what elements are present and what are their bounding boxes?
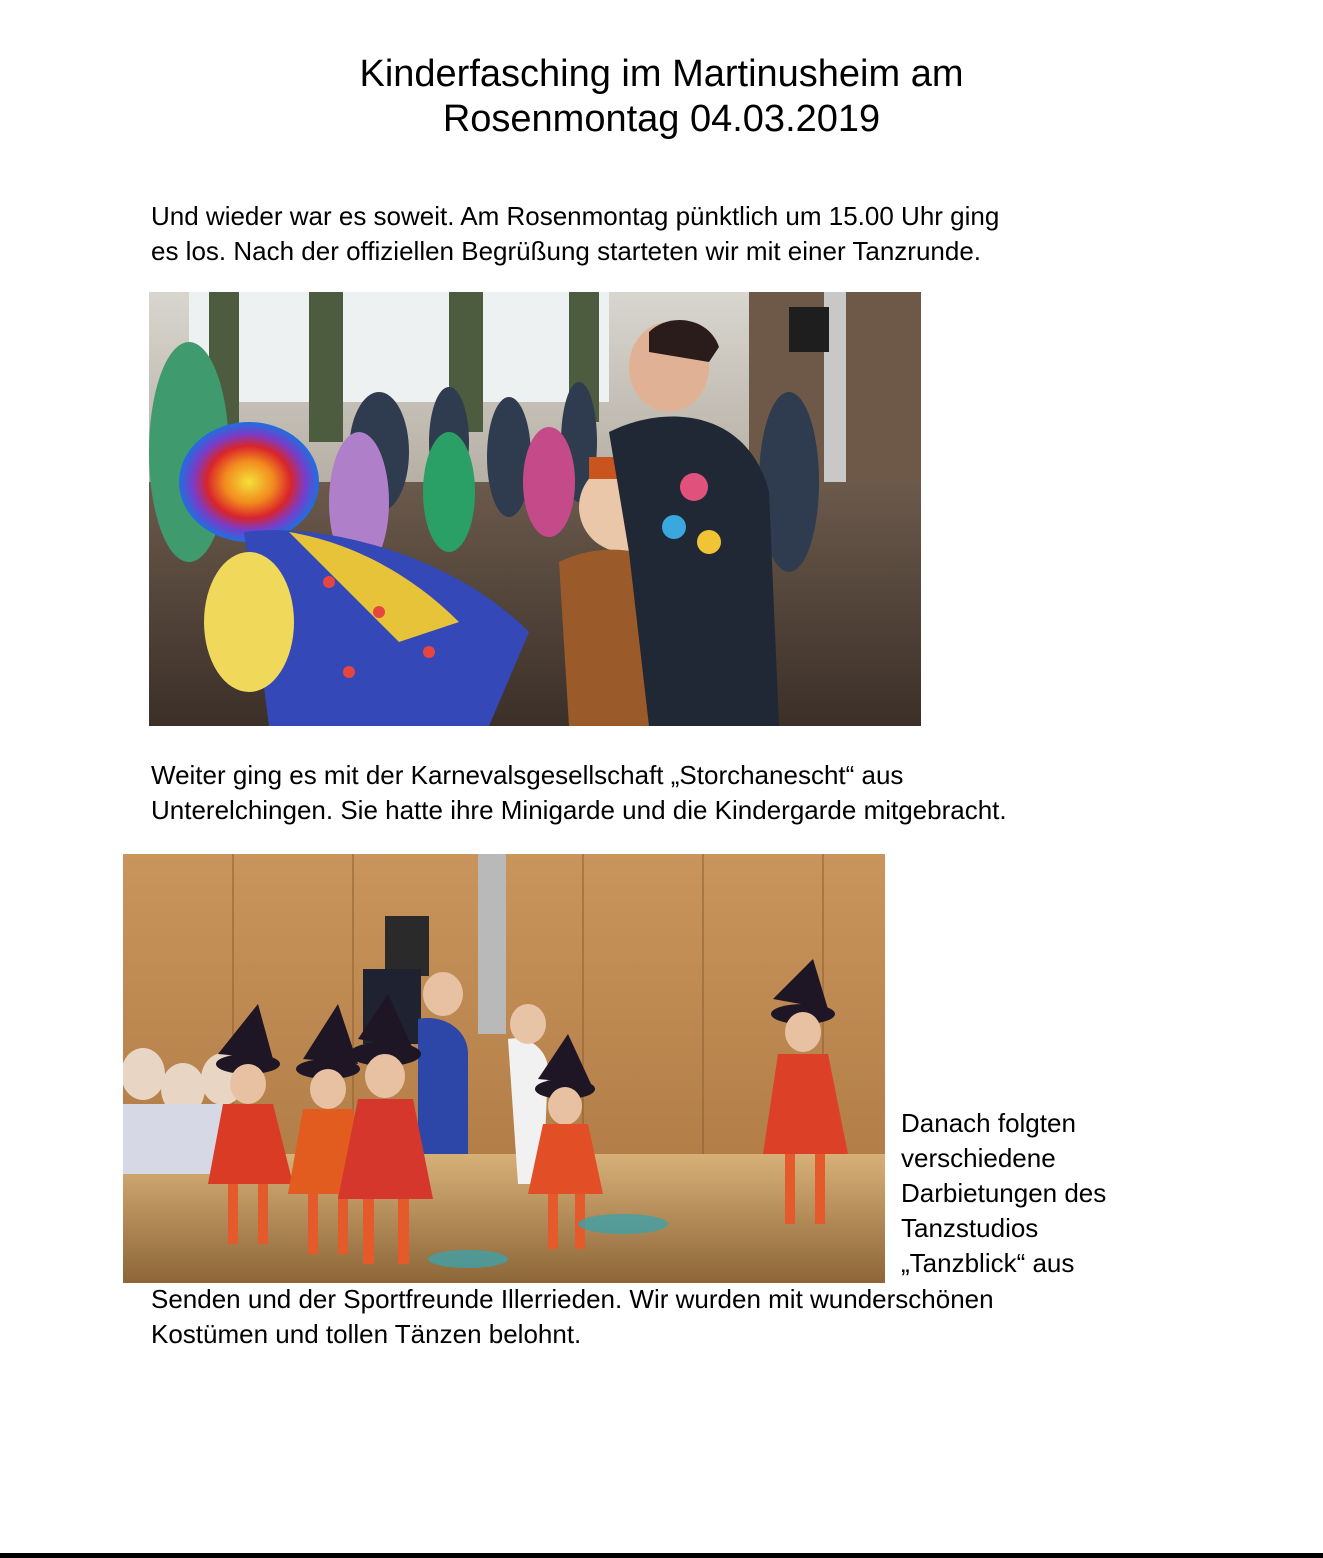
photo-dance-round bbox=[149, 292, 921, 726]
paragraph-tanzstudio-line-2: verschiedene bbox=[901, 1143, 1056, 1173]
paragraph-karneval bbox=[151, 758, 1191, 828]
paragraph-karneval-line-1: Weiter ging es mit der Karnevalsgesellschaft „Storchanescht“ aus bbox=[151, 760, 904, 790]
paragraph-tanzstudio-line-1: Danach folgten bbox=[901, 1108, 1076, 1138]
title-line-2: Rosenmontag 04.03.2019 bbox=[442, 98, 881, 140]
page-bottom-rule bbox=[0, 1553, 1323, 1558]
paragraph-karneval-line-2: Unterelchingen. Sie hatte ihre Minigarde und die Kindergarde mitgebracht. bbox=[151, 795, 1007, 825]
photo-witch-dance bbox=[123, 854, 885, 1283]
paragraph-intro-line-1: Und wieder war es soweit. Am Rosenmontag pünktlich um 15.00 Uhr ging bbox=[151, 201, 1000, 231]
paragraph-tanzstudio-side bbox=[901, 1106, 1201, 1281]
paragraph-tanzstudio-bottom bbox=[151, 1282, 1191, 1352]
paragraph-intro bbox=[151, 199, 1191, 269]
paragraph-tanzstudio-line-5: „Tanzblick“ aus bbox=[901, 1248, 1075, 1278]
title-line-1: Kinderfasching im Martinusheim am bbox=[359, 53, 964, 95]
paragraph-tanzstudio-line-3: Darbietungen des bbox=[901, 1178, 1107, 1208]
paragraph-tanzstudio-line-4: Tanzstudios bbox=[901, 1213, 1039, 1243]
page-title bbox=[0, 52, 1323, 142]
paragraph-tanzstudio-line-7: Kostümen und tollen Tänzen belohnt. bbox=[151, 1319, 582, 1349]
paragraph-tanzstudio-line-6: Senden und der Sportfreunde Illerrieden. Wir wurden mit wunderschönen bbox=[151, 1284, 994, 1314]
paragraph-intro-line-2: es los. Nach der offiziellen Begrüßung starteten wir mit einer Tanzrunde. bbox=[151, 236, 982, 266]
